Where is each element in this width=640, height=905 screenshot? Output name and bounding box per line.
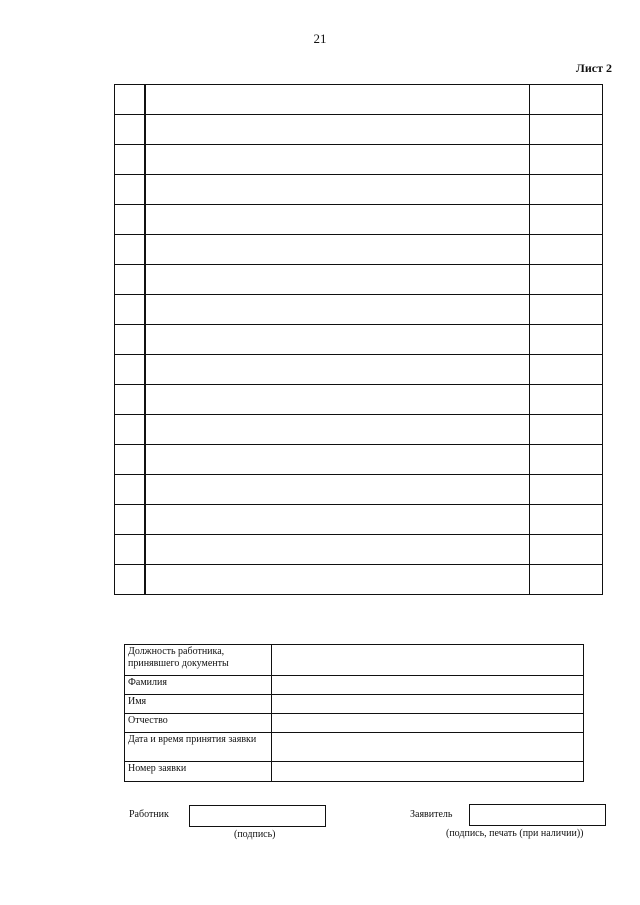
grid-content-cell[interactable] [145,85,530,115]
grid-row [115,85,603,115]
grid-index-cell[interactable] [115,355,146,385]
grid-content-cell[interactable] [145,415,530,445]
grid-row [115,475,603,505]
grid-index-cell[interactable] [115,445,146,475]
grid-index-cell[interactable] [115,295,146,325]
grid-row [115,265,603,295]
grid-index-cell[interactable] [115,235,146,265]
grid-row [115,235,603,265]
grid-content-cell[interactable] [145,535,530,565]
grid-index-cell[interactable] [115,265,146,295]
patronymic-field[interactable] [272,714,584,733]
grid-content-cell[interactable] [145,205,530,235]
surname-label: Фамилия [125,676,272,695]
info-row-request-number [125,762,584,782]
info-row-datetime [125,733,584,762]
applicant-label: Заявитель [410,809,453,820]
worker-signature-box[interactable] [189,805,326,827]
grid-index-cell[interactable] [115,415,146,445]
grid-index-cell[interactable] [115,145,146,175]
grid-extra-cell[interactable] [530,145,603,175]
grid-index-cell[interactable] [115,505,146,535]
grid-content-cell[interactable] [145,235,530,265]
request-number-field[interactable] [272,762,584,782]
grid-row [115,565,603,595]
grid-index-cell[interactable] [115,85,146,115]
grid-extra-cell[interactable] [530,565,603,595]
position-field[interactable] [272,645,584,676]
grid-content-cell[interactable] [145,325,530,355]
datetime-field[interactable] [272,733,584,762]
grid-extra-cell[interactable] [530,85,603,115]
grid-extra-cell[interactable] [530,445,603,475]
info-row-surname [125,676,584,695]
datetime-label: Дата и время принятия заявки [125,733,272,762]
grid-row [115,415,603,445]
grid-content-cell[interactable] [145,565,530,595]
grid-index-cell[interactable] [115,535,146,565]
grid-row [115,295,603,325]
grid-index-cell[interactable] [115,475,146,505]
applicant-signature-box[interactable] [469,804,606,826]
grid-extra-cell[interactable] [530,235,603,265]
grid-content-cell[interactable] [145,145,530,175]
request-number-label: Номер заявки [125,762,272,782]
grid-index-cell[interactable] [115,115,146,145]
grid-content-cell[interactable] [145,475,530,505]
grid-extra-cell[interactable] [530,535,603,565]
grid-extra-cell[interactable] [530,475,603,505]
grid-extra-cell[interactable] [530,505,603,535]
grid-index-cell[interactable] [115,325,146,355]
blank-grid-table [114,84,603,595]
info-row-name [125,695,584,714]
name-label: Имя [125,695,272,714]
grid-extra-cell[interactable] [530,385,603,415]
grid-extra-cell[interactable] [530,295,603,325]
sheet-label: Лист 2 [575,61,612,75]
grid-row [115,385,603,415]
grid-index-cell[interactable] [115,385,146,415]
grid-index-cell[interactable] [115,565,146,595]
grid-content-cell[interactable] [145,175,530,205]
grid-row [115,145,603,175]
applicant-signature-caption: (подпись, печать (при наличии)) [446,828,584,839]
info-row-position [125,645,584,676]
info-row-patronymic [125,714,584,733]
acceptance-info-table [124,644,584,782]
grid-content-cell[interactable] [145,445,530,475]
grid-extra-cell[interactable] [530,415,603,445]
grid-extra-cell[interactable] [530,115,603,145]
grid-row [115,115,603,145]
grid-content-cell[interactable] [145,265,530,295]
name-field[interactable] [272,695,584,714]
grid-row [115,505,603,535]
worker-signature-caption: (подпись) [234,829,276,840]
grid-extra-cell[interactable] [530,205,603,235]
position-label: Должность работника, принявшего документы [125,645,272,676]
grid-row [115,535,603,565]
grid-content-cell[interactable] [145,295,530,325]
grid-content-cell[interactable] [145,355,530,385]
patronymic-label: Отчество [125,714,272,733]
grid-row [115,445,603,475]
grid-row [115,175,603,205]
grid-content-cell[interactable] [145,505,530,535]
grid-row [115,355,603,385]
page-number: 21 [313,31,327,46]
grid-content-cell[interactable] [145,115,530,145]
worker-label: Работник [129,809,169,820]
grid-extra-cell[interactable] [530,265,603,295]
grid-row [115,325,603,355]
grid-extra-cell[interactable] [530,355,603,385]
grid-row [115,205,603,235]
grid-extra-cell[interactable] [530,325,603,355]
grid-index-cell[interactable] [115,205,146,235]
grid-index-cell[interactable] [115,175,146,205]
grid-extra-cell[interactable] [530,175,603,205]
surname-field[interactable] [272,676,584,695]
grid-content-cell[interactable] [145,385,530,415]
